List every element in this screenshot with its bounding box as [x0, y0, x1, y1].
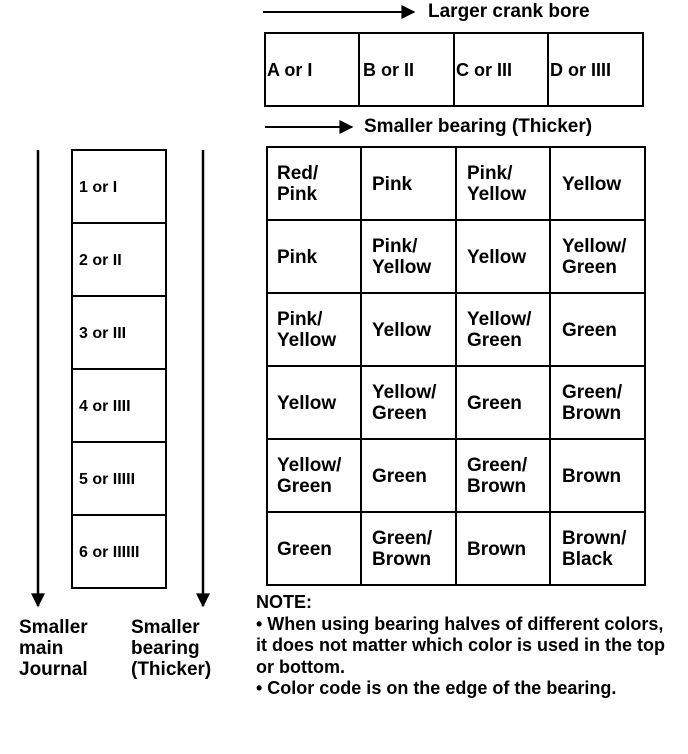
journal-code-1: 1 or I — [79, 178, 118, 196]
grid-cell: Yellow — [372, 319, 432, 341]
grid-cell: Green — [372, 465, 427, 487]
grid-cell: Yellow — [467, 246, 527, 268]
grid-cell: Yellow/ Green — [277, 455, 342, 497]
grid-cell: Green — [562, 319, 617, 341]
grid-cell: Brown/ Black — [562, 528, 627, 570]
crank-bore-code-b: B or II — [363, 60, 415, 80]
note-block — [256, 592, 676, 700]
smaller-main-journal-label: Smaller main Journal — [19, 617, 88, 680]
note-title: NOTE: — [256, 592, 312, 612]
crank-bore-code-c: C or III — [456, 60, 513, 80]
crank-bore-code-a: A or I — [267, 60, 313, 80]
grid-cell: Red/ Pink — [277, 163, 319, 205]
grid-cell: Green/ Brown — [372, 528, 433, 570]
grid-cell: Yellow — [277, 392, 337, 414]
grid-cell: Green/ Brown — [562, 382, 623, 424]
grid-cell: Pink/ Yellow — [277, 309, 337, 351]
grid-cell: Pink — [372, 173, 413, 195]
grid-cell: Pink/ Yellow — [372, 236, 432, 278]
note-item: • When using bearing halves of different colors, it does not matter which color is used in the top or bottom. — [256, 613, 666, 677]
smaller-bearing-vertical-label: Smaller bearing (Thicker) — [131, 617, 212, 680]
grid-cell: Yellow/ Green — [562, 236, 627, 278]
grid-cell: Pink/ Yellow — [467, 163, 527, 205]
journal-code-3: 3 or III — [79, 324, 127, 342]
journal-code-2: 2 or II — [79, 251, 122, 269]
smaller-bearing-header-label: Smaller bearing (Thicker) — [364, 116, 593, 137]
grid-cell: Yellow/ Green — [372, 382, 437, 424]
grid-cell: Green — [467, 392, 522, 414]
grid-cell: Yellow — [562, 173, 622, 195]
grid-cell: Yellow/ Green — [467, 309, 532, 351]
journal-code-4: 4 or IIII — [79, 397, 131, 415]
journal-code-6: 6 or IIIIII — [79, 543, 140, 561]
journal-code-5: 5 or IIIII — [79, 470, 136, 488]
grid-cell: Brown — [562, 465, 622, 487]
grid-cell: Green — [277, 538, 332, 560]
note-item: • Color code is on the edge of the bearing. — [256, 678, 617, 698]
grid-cell: Green/ Brown — [467, 455, 528, 497]
crank-bore-code-d: D or IIII — [550, 60, 612, 80]
larger-crank-bore-label: Larger crank bore — [428, 1, 590, 22]
grid-cell: Brown — [467, 538, 527, 560]
grid-cell: Pink — [277, 246, 318, 268]
